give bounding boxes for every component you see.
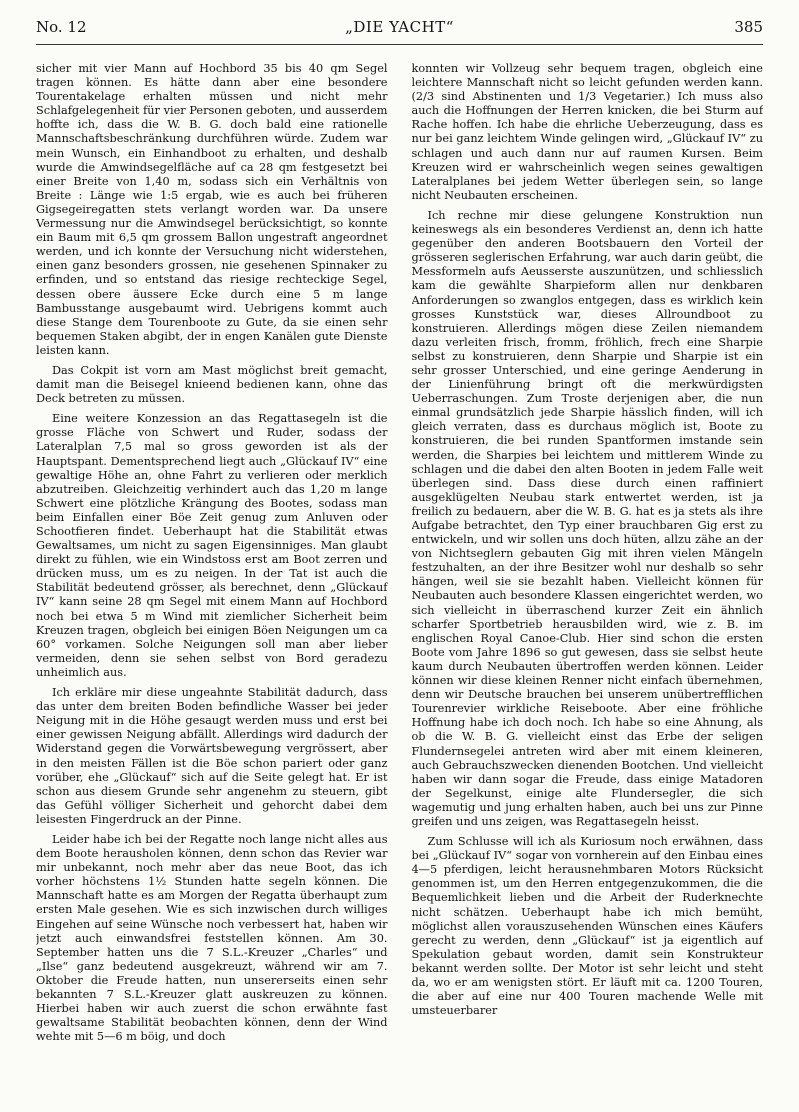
- right-column: [412, 62, 764, 1092]
- paragraph: Zum Schlusse will ich als Kuriosum noch erwähnen, dass bei „Glückauf IV“ sogar von vornherein auf den Einbau eines 4—5 pferdigen, leicht herausnehmbaren Motors Rücksicht genommen ist, um den Herren entgegenzukommen, die die Bequemlichkeit lieben und die Arbeit der Ruderknechte nicht schätzen. Ueberhaupt habe ich mich bemüht, möglichst allen vorauszusehenden Wünschen eines Käufers gerecht zu werden, denn „Glückauf“ ist ja eigentlich auf Spekulation gebaut worden, damit sein Konstrukteur bekannt werden sollte. Der Motor ist sehr leicht und steht da, wo er am wenigsten stört. Er läuft mit ca. 1200 Touren, die aber auf eine nur 400 Touren machende Welle mit umsteuerbarer: [411, 835, 763, 1018]
- paragraph: Leider habe ich bei der Regatte noch lange nicht alles aus dem Boote herausholen können, denn schon das Revier war mir unbekannt, noch mehr aber das neue Boot, das ich vorher höchstens 1½ Stunden hatte segeln können. Die Mannschaft hatte es am Morgen der Regatta überhaupt zum ersten Male gesehen. Wie es sich inzwischen durch williges Eingehen auf seine Wünsche noch verbessert hat, haben wir jetzt auch einwandsfrei feststellen können. Am 30. September hatten uns die 7 S.L.-Kreuzer „Charles“ und „Ilse“ ganz bedeutend ausgekreuzt, während wir am 7. Oktober die Freude hatten, nun unsererseits einen sehr bekannten 7 S.L.-Kreuzer glatt auskreuzen zu können. Hierbei haben wir auch zuerst die schon erwähnte fast gewaltsame Stabilität beobachten können, denn der Wind wehte mit 5—6 m böig, und doch: [36, 832, 388, 1044]
- paragraph: Das Cokpit ist vorn am Mast möglichst breit gemacht, damit man die Beisegel knieend bedienen kann, ohne das Deck betreten zu müssen.: [36, 363, 388, 406]
- paragraph: sicher mit vier Mann auf Hochbord 35 bis 40 qm Segel tragen können. Es hätte dann aber eine besondere Tourentakelage erhalten müssen und nicht mehr Schlafgelegenheit für vier Personen geboten, und ausserdem hoffte ich, dass die W. B. G. doch bald eine rationelle Mannschaftsbeschränkung durchführen würde. Zudem war mein Wunsch, ein Einhandboot zu erhalten, und deshalb wurde die Amwindsegelfläche auf ca 28 qm festgesetzt bei einer Breite von 1,40 m, sodass sich ein Verhältnis von Breite : Länge wie 1:5 ergab, wie es auch bei früheren Gigsegeiregatten stets verlangt worden war. Da unsere Vermessung nur die Amwindsegel berücksichtigt, so konnte ein Baum mit 6,5 qm grossem Ballon ungestraft angeordnet werden, und ich konnte der Versuchung nicht widerstehen, einen ganz besonders grossen, nie gesehenen Spinnaker zu erfinden, und so entstand das riesige rechteckige Segel, dessen obere äussere Ecke durch eine 5 m lange Bambusstange ausgebaumt wird. Uebrigens kommt auch diese Stange dem Tourenboote zu Gute, da sie einen sehr bequemen Staken abgibt, der in engen Kanälen gute Dienste leisten kann.: [36, 62, 388, 357]
- paragraph: Eine weitere Konzession an das Regattasegeln ist die grosse Fläche von Schwert und Ruder, sodass der Lateralplan 7,5 mal so gross geworden ist als der Hauptspant. Dementsprechend liegt auch „Glückauf IV“ eine gewaltige Höhe an, ohne Fahrt zu verlieren oder merklich abzutreiben. Gleichzeitig verhindert auch das 1,20 m lange Schwert eine plötzliche Krängung des Bootes, sodass man beim Einfallen einer Böe Zeit genug zum Anluven oder Schootfieren findet. Ueberhaupt hat die Stabilität etwas Gewaltsames, um nicht zu sagen Eigensinniges. Man glaubt direkt zu fühlen, wie ein Windstoss erst am Boot zerren und drücken muss, um es zu neigen. In der Tat ist auch die Stabilität bedeutend grösser, als berechnet, denn „Glückauf IV“ kann seine 28 qm Segel mit einem Mann auf Hochbord noch bei etwa 5 m Wind mit ziemlicher Sicherheit beim Kreuzen tragen, obgleich bei einigen Böen Neigungen um ca 60° vorkamen. Solche Neigungen soll man aber lieber vermeiden, denn sie sehen selbst von Bord geradezu unheimlich aus.: [36, 412, 388, 679]
- page-number: 385: [734, 18, 763, 36]
- header-rule: [36, 44, 763, 45]
- paragraph: Ich rechne mir diese gelungene Konstruktion nun keineswegs als ein besonderes Verdienst an, denn ich hatte gegenüber den anderen Bootsbauern den Vorteil der grösseren seglerischen Erfahrung, war auch darin geübt, die Messformeln aufs Aeusserste auszunützen, und schliesslich kam die gewählte Sharpieform allen nur denkbaren Anforderungen so zwanglos entgegen, dass es wirklich kein grosses Kunststück war, dieses Allroundboot zu konstruieren. Allerdings mögen diese Zeilen niemandem dazu verleiten frisch, fromm, fröhlich, frech eine Sharpie selbst zu konstruieren, denn Sharpie und Sharpie ist ein sehr grosser Unterschied, und eine geringe Aenderung in der Linienführung bringt oft die merkwürdigsten Ueberraschungen. Zum Troste derjenigen aber, die nun einmal grundsätzlich jede Sharpie hässlich finden, will ich gleich verraten, dass es durchaus möglich ist, Boote zu konstruieren, die bei runden Spantformen imstande sein werden, die Sharpies bei leichtem und mittlerem Winde zu schlagen und die dabei den alten Booten in jedem Falle weit überlegen sind. Dass diese durch einen raffiniert ausgeklügelten Neubau stark entwertet werden, ist ja freilich zu bedauern, aber die W. B. G. hat es ja stets als ihre Aufgabe betrachtet, den Typ einer brauchbaren Gig erst zu entwickeln, und wir sollen uns doch hüten, allzu zähe an der von Nichtseglern gebauten Gig mit ihren vielen Mängeln festzuhalten, an der ihre Besitzer wohl nur deshalb so sehr hängen, weil sie sie bezahlt haben. Vielleicht können für Neubauten auch besondere Klassen eingerichtet werden, wo sich vielleicht in überraschend kurzer Zeit ein ähnlich scharfer Sportbetrieb herausbilden wird, wie z. B. im englischen Royal Canoe-Club. Hier sind schon die ersten Boote vom Jahre 1896 so gut gewesen, dass sie selbst heute kaum durch Neubauten übertroffen werden können. Leider können wir diese kleinen Renner nicht einfach übernehmen, denn wir Deutsche brauchen bei unserem unübertrefflichen Tourenrevier wirkliche Reiseboote. Aber eine fröhliche Hoffnung habe ich doch noch. Ich habe so eine Ahnung, als ob die W. B. G. vielleicht einst das Erbe der seligen Flundernsegelei antreten wird aber mit einem kleineren, auch Gebrauchszwecken dienenden Bootchen. Und vielleicht haben wir dann sogar die Freude, dass einige Matadoren der Segelkunst, einige alte Flundersegler, die sich wagemutig und jung erhalten haben, auch bei uns zur Pinne greifen und uns zeigen, was Regattasegeln heisst.: [411, 208, 763, 828]
- page-header: [36, 16, 763, 44]
- article-body: [36, 62, 763, 1092]
- issue-number: No. 12: [36, 18, 87, 36]
- journal-title: „DIE YACHT“: [345, 18, 454, 36]
- paragraph: konnten wir Vollzeug sehr bequem tragen, obgleich eine leichtere Mannschaft nicht so leicht gefunden werden kann. (2/3 sind Abstinenten und 1/3 Vegetarier.) Ich muss also auch die Hoffnungen der Herren knicken, die bei Sturm auf Rache hoffen. Ich habe die ehrliche Ueberzeugung, dass es nur bei ganz leichtem Winde gelingen wird, „Glückauf IV“ zu schlagen und auch dann nur auf raumen Kursen. Beim Kreuzen wird er wahrscheinlich wegen seines gewaltigen Lateralplanes bei jedem Wetter überlegen sein, so lange nicht Neubauten erscheinen.: [411, 62, 763, 202]
- paragraph: Ich erkläre mir diese ungeahnte Stabilität dadurch, dass das unter dem breiten Boden befindliche Wasser bei jeder Neigung mit in die Höhe gesaugt werden muss und erst bei einer gewissen Neigung abfällt. Allerdings wird dadurch der Widerstand gegen die Vorwärtsbewegung vergrössert, aber in den meisten Fällen ist die Böe schon pariert oder ganz vorüber, ehe „Glückauf“ sich auf die Seite gelegt hat. Er ist schon aus diesem Grunde sehr angenehm zu steuern, gibt das Gefühl völliger Sicherheit und gehorcht dabei dem leisesten Fingerdruck an der Pinne.: [36, 686, 388, 826]
- left-column: [36, 62, 388, 1092]
